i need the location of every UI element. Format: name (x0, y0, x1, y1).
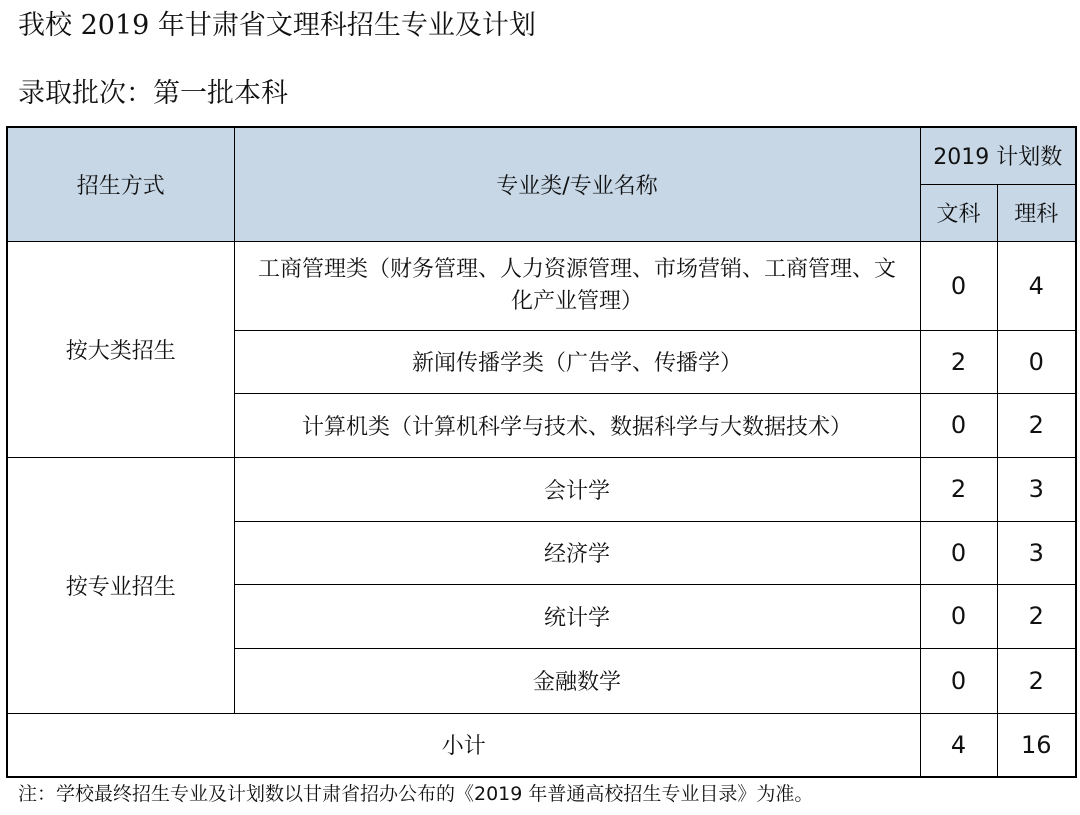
science-count: 3 (997, 521, 1076, 584)
subtotal-science: 16 (997, 713, 1076, 777)
arts-count: 0 (920, 521, 997, 584)
major-cell: 新闻传播学类（广告学、传播学） (234, 330, 920, 393)
footnote: 注：学校最终招生专业及计划数以甘肃省招办公布的《2019 年普通高校招生专业目录》为准。 (18, 783, 814, 805)
arts-count: 0 (920, 648, 997, 713)
document-title: 我校 2019 年甘肃省文理科招生专业及计划 (18, 10, 536, 41)
method-cell: 按专业招生 (7, 457, 234, 713)
arts-count: 2 (920, 457, 997, 521)
science-count: 2 (997, 393, 1076, 457)
enrollment-plan-table (6, 126, 1077, 778)
science-count: 2 (997, 648, 1076, 713)
subtotal-arts: 4 (920, 713, 997, 777)
science-count: 3 (997, 457, 1076, 521)
table-row (7, 457, 1076, 521)
arts-count: 0 (920, 584, 997, 648)
major-cell: 经济学 (234, 521, 920, 584)
major-cell: 工商管理类（财务管理、人力资源管理、市场营销、工商管理、文化产业管理） (234, 241, 920, 330)
arts-count: 2 (920, 330, 997, 393)
major-cell: 会计学 (234, 457, 920, 521)
arts-count: 0 (920, 393, 997, 457)
header-science: 理科 (997, 184, 1076, 241)
science-count: 0 (997, 330, 1076, 393)
major-cell: 计算机类（计算机科学与技术、数据科学与大数据技术） (234, 393, 920, 457)
major-cell: 金融数学 (234, 648, 920, 713)
science-count: 4 (997, 241, 1076, 330)
major-cell: 统计学 (234, 584, 920, 648)
header-liberal-arts: 文科 (920, 184, 997, 241)
admission-batch: 录取批次：第一批本科 (18, 78, 288, 109)
header-method: 招生方式 (7, 127, 234, 241)
science-count: 2 (997, 584, 1076, 648)
subtotal-row (7, 713, 1076, 777)
method-cell: 按大类招生 (7, 241, 234, 457)
header-plan: 2019 计划数 (920, 127, 1076, 184)
header-major: 专业类/专业名称 (234, 127, 920, 241)
subtotal-label: 小计 (7, 713, 920, 777)
arts-count: 0 (920, 241, 997, 330)
table-row (7, 241, 1076, 330)
